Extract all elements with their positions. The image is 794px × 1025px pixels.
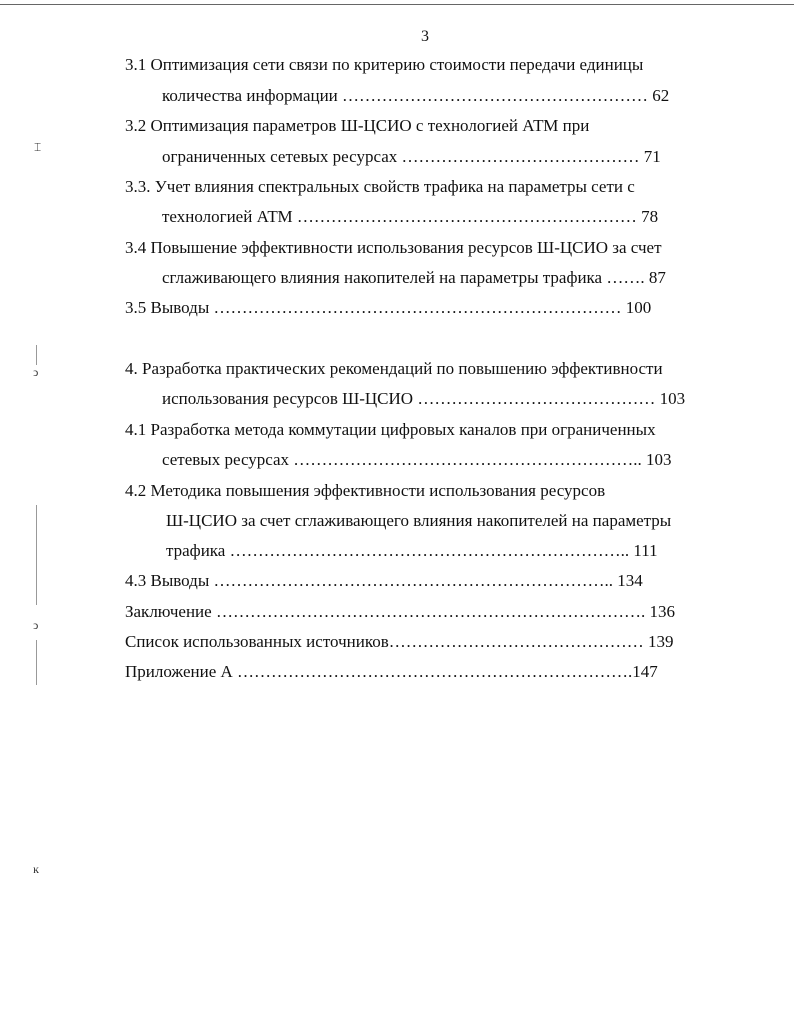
toc-line-3-1-title: 3.1 Оптимизация сети связи по критерию стоимости передачи единицы	[125, 55, 644, 74]
toc-line-4-2-cont2: трафика …………………………………………………………….. 111	[166, 541, 658, 560]
toc-line-appendix-a: Приложение А …………………………………………………………….147	[125, 662, 658, 681]
page-number: 3	[421, 28, 429, 45]
toc-line-conclusion: Заключение …………………………………………………………………. 136	[125, 602, 675, 621]
toc-line-4-3: 4.3 Выводы …………………………………………………………….. 134	[125, 571, 643, 590]
toc-line-4-cont: использования ресурсов Ш-ЦСИО …………………………………… 103	[162, 389, 686, 408]
scan-artifact-mark: ĸ	[33, 862, 39, 876]
toc-line-3-2-cont: ограниченных сетевых ресурсах …………………………………… 71	[162, 147, 661, 166]
scan-artifact-mark: ⌶	[34, 140, 42, 154]
scan-artifact-line	[36, 505, 37, 605]
toc-line-4-1-title: 4.1 Разработка метода коммутации цифровых каналов при ограниченных	[125, 420, 656, 439]
toc-line-3-1-cont: количества информации ……………………………………………… 62	[162, 86, 670, 105]
scan-artifact-line	[36, 640, 37, 685]
toc-line-references: Список использованных источников……………………………………… 139	[125, 632, 674, 651]
toc-line-4-1-cont: сетевых ресурсах …………………………………………………….. 103	[162, 450, 672, 469]
toc-line-3-2-title: 3.2 Оптимизация параметров Ш-ЦСИО с технологией АТМ при	[125, 116, 590, 135]
scan-artifact-mark: ↄ	[33, 618, 39, 632]
toc-line-3-5: 3.5 Выводы ……………………………………………………………… 100	[125, 298, 652, 317]
toc-line-3-3-cont: технологией АТМ …………………………………………………… 78	[162, 207, 659, 226]
toc-line-3-4-cont: сглаживающего влияния накопителей на параметры трафика ……. 87	[162, 268, 666, 287]
toc-line-3-3-title: 3.3. Учет влияния спектральных свойств трафика на параметры сети с	[125, 177, 635, 196]
scan-artifact-mark: ↄ	[33, 365, 39, 379]
toc-line-3-4-title: 3.4 Повышение эффективности использования ресурсов Ш-ЦСИО за счет	[125, 238, 662, 257]
scan-artifact-line	[36, 345, 37, 365]
toc-line-4-title: 4. Разработка практических рекомендаций по повышению эффективности	[125, 359, 663, 378]
toc-line-4-2-cont1: Ш-ЦСИО за счет сглаживающего влияния накопителей на параметры	[166, 511, 672, 530]
toc-line-4-2-title: 4.2 Методика повышения эффективности использования ресурсов	[125, 481, 606, 500]
